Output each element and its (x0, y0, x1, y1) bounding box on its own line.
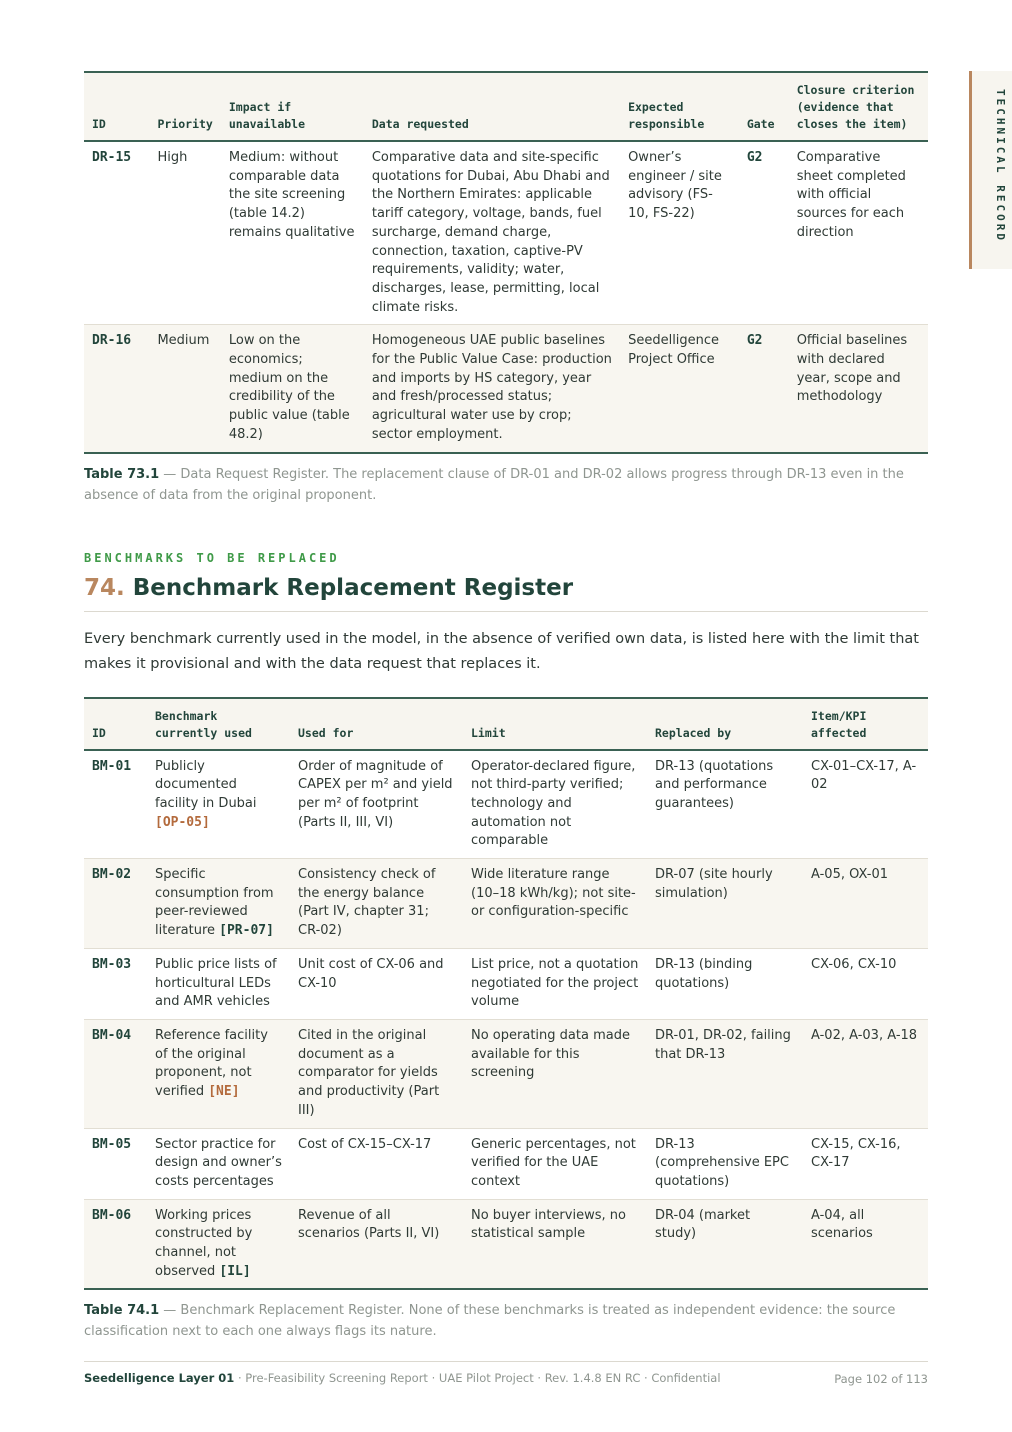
table-row (84, 750, 928, 859)
row-id: BM-01 (84, 750, 147, 859)
row-id: BM-06 (92, 1207, 132, 1223)
gate-cell: G2 (746, 333, 763, 349)
row-id: BM-04 (84, 1019, 147, 1128)
column-header: Impact if unavailable (221, 72, 364, 141)
column-header: Expected responsible (620, 72, 739, 141)
limit-cell: Wide literature range (10–18 kWh/kg); not site- or configuration-specific (463, 859, 647, 949)
page-number: Page 102 of 113 (834, 1372, 928, 1386)
side-tab (969, 71, 1012, 269)
section-kicker: BENCHMARKS TO BE REPLACED (84, 550, 340, 565)
column-header: Item/KPI affected (803, 698, 928, 750)
benchmark-text: Publicly documented facility in Dubai (155, 758, 257, 811)
affected-cell: A-02, A-03, A-18 (803, 1019, 928, 1128)
used-for-cell: Cited in the original document as a comparator for yields and productivity (Part III) (290, 1019, 463, 1128)
table-header-row (84, 72, 928, 141)
row-id: DR-15 (84, 141, 149, 325)
table-row (84, 325, 928, 453)
limit-cell: Generic percentages, not verified for the UAE context (463, 1128, 647, 1199)
caption-text: — Benchmark Replacement Register. None of these benchmarks is treated as independent evidence: the source classification next to each one always flags its nature. (84, 1303, 896, 1340)
closure-cell: Comparative sheet completed with official sources for each direction (789, 141, 928, 325)
lead-paragraph: Every benchmark currently used in the model, in the absence of verified own data, is listed here with the limit that makes it provisional and with the data request that replaces it. (84, 630, 919, 672)
impact-cell: Medium: without comparable data the site screening (table 14.2) remains qualitative (221, 141, 364, 325)
table-row (84, 1199, 928, 1289)
row-id: BM-02 (84, 859, 147, 949)
priority-cell: High (149, 141, 220, 325)
responsible-cell: Seedelligence Project Office (628, 333, 720, 368)
row-id: DR-16 (92, 333, 132, 349)
benchmark-cell (147, 1019, 290, 1128)
data-requested-cell: Comparative data and site-specific quotations for Dubai, Abu Dhabi and the Northern Emirates: applicable tariff category, voltage, bands, fuel surcharge, demand charge, connection, taxation, captive-PV requirements, validity; water, discharges, lease, permitting, local climate risks. (364, 141, 620, 325)
data-requested-cell: Homogeneous UAE public baselines for the Public Value Case: production and imports by HS category, year and fresh/processed status; agricultural water use by crop; sector employment. (371, 333, 612, 442)
source-tag: [IL] (219, 1263, 251, 1279)
column-header: Gate (739, 72, 789, 141)
impact-cell: Low on the economics; medium on the credibility of the public value (table 48.2) (228, 333, 350, 442)
limit-cell: No operating data made available for this screening (463, 1019, 647, 1128)
source-tag: [OP-05] (155, 814, 210, 830)
closure-cell: Official baselines with declared year, scope and methodology (796, 333, 908, 405)
section-title-text: Benchmark Replacement Register (132, 574, 574, 601)
limit-cell: Operator-declared figure, not third-party verified; technology and automation not comparable (463, 750, 647, 859)
affected-cell: A-05, OX-01 (803, 859, 928, 949)
column-header: Replaced by (647, 698, 803, 750)
used-for-cell: Cost of CX-15–CX-17 (290, 1128, 463, 1199)
column-header: ID (84, 698, 147, 750)
gate-cell: G2 (739, 141, 789, 325)
column-header: Data requested (364, 72, 620, 141)
table-row (84, 141, 928, 325)
benchmark-cell (147, 948, 290, 1019)
footer-brand: Seedelligence Layer 01 (84, 1371, 235, 1385)
replaced-by-cell: DR-13 (quotations and performance guarantees) (647, 750, 803, 859)
row-id: BM-03 (84, 948, 147, 1019)
page-footer (84, 1361, 928, 1385)
used-for-cell: Revenue of all scenarios (Parts II, VI) (298, 1207, 440, 1242)
benchmark-cell (147, 750, 290, 859)
affected-cell: A-04, all scenarios (811, 1207, 873, 1242)
replaced-by-cell: DR-01, DR-02, failing that DR-13 (647, 1019, 803, 1128)
replaced-by-cell: DR-13 (comprehensive EPC quotations) (647, 1128, 803, 1199)
benchmark-text: Public price lists of horticultural LEDs and AMR vehicles (155, 956, 277, 1010)
affected-cell: CX-15, CX-16, CX-17 (803, 1128, 928, 1199)
benchmark-cell (147, 1199, 290, 1289)
table-row (84, 1128, 928, 1199)
limit-cell: List price, not a quotation negotiated for the project volume (463, 948, 647, 1019)
page-content (84, 71, 928, 1342)
caption-text: — Data Request Register. The replacement clause of DR-01 and DR-02 allows progress through DR-13 even in the absence of data from the original proponent. (84, 466, 904, 503)
benchmark-text: Sector practice for design and owner’s costs percentages (155, 1136, 282, 1189)
replaced-by-cell: DR-13 (binding quotations) (647, 948, 803, 1019)
replaced-by-cell: DR-04 (market study) (655, 1207, 751, 1242)
section-number: 74. (84, 574, 125, 601)
priority-cell: Medium (157, 333, 210, 349)
benchmark-cell (147, 1128, 290, 1199)
data-request-table (84, 71, 928, 454)
benchmark-cell (147, 859, 290, 949)
benchmark-text: Specific consumption from peer-reviewed literature (155, 867, 274, 939)
column-header: Used for (290, 698, 463, 750)
benchmark-text: Working prices constructed by channel, not observed (155, 1207, 253, 1279)
responsible-cell: Owner’s engineer / site advisory (FS-10, FS-22) (620, 141, 739, 325)
column-header: Benchmark currently used (147, 698, 290, 750)
column-header: Closure criterion (evidence that closes the item) (789, 72, 928, 141)
replaced-by-cell: DR-07 (site hourly simulation) (647, 859, 803, 949)
source-tag: [NE] (208, 1084, 240, 1100)
table-caption (84, 1300, 928, 1342)
affected-cell: CX-06, CX-10 (803, 948, 928, 1019)
used-for-cell: Consistency check of the energy balance (Part IV, chapter 31; CR-02) (290, 859, 463, 949)
benchmark-text: Reference facility of the original proponent, not verified (155, 1027, 268, 1100)
column-header: ID (84, 72, 149, 141)
benchmark-table (84, 697, 928, 1291)
used-for-cell: Order of magnitude of CAPEX per m² and yield per m² of footprint (Parts II, III, VI) (290, 750, 463, 859)
side-tab-label: TECHNICAL RECORD (994, 89, 1007, 243)
section-title (84, 575, 928, 612)
affected-cell: CX-01–CX-17, A-02 (803, 750, 928, 859)
footer-details: · Pre-Feasibility Screening Report · UAE Pilot Project · Rev. 1.4.8 EN RC · Confidential (234, 1371, 721, 1385)
table-header-row (84, 698, 928, 750)
used-for-cell: Unit cost of CX-06 and CX-10 (290, 948, 463, 1019)
column-header: Limit (463, 698, 647, 750)
row-id: BM-05 (84, 1128, 147, 1199)
caption-label: Table 74.1 (84, 1303, 160, 1319)
caption-label: Table 73.1 (84, 466, 160, 482)
table-row (84, 859, 928, 949)
source-tag: [PR-07] (219, 923, 274, 939)
table-row (84, 948, 928, 1019)
table-caption (84, 464, 928, 506)
table-row (84, 1019, 928, 1128)
column-header: Priority (149, 72, 220, 141)
limit-cell: No buyer interviews, no statistical sample (471, 1207, 626, 1242)
